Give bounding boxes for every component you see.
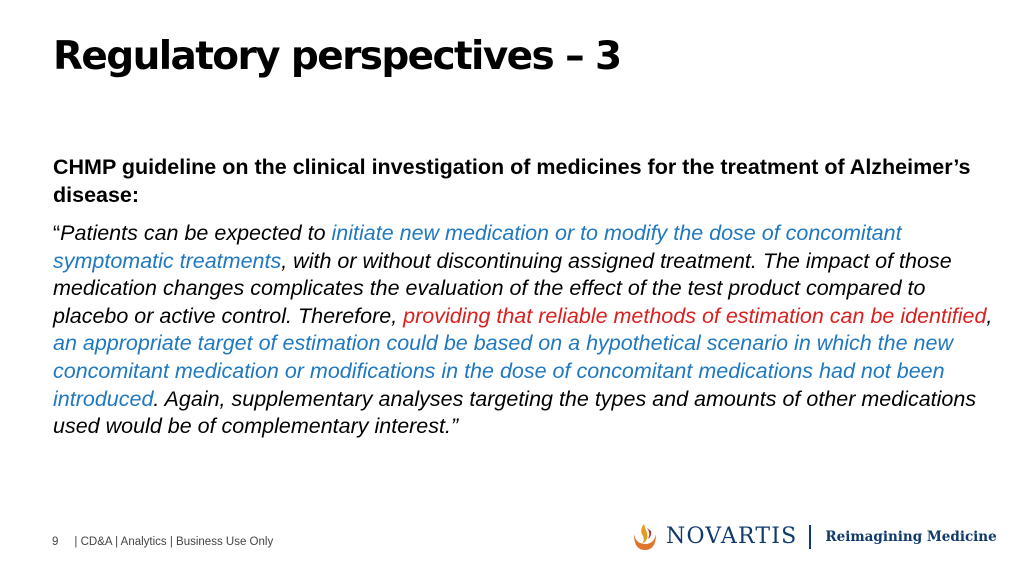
novartis-flame-icon (630, 522, 660, 552)
footer-label: | CD&A | Analytics | Business Use Only (74, 536, 274, 548)
novartis-logo (630, 520, 997, 554)
quote-open-mark: “ (53, 221, 61, 245)
novartis-wordmark: NOVARTIS (666, 524, 798, 549)
slide-title: Regulatory perspectives – 3 (53, 34, 621, 79)
guideline-heading: CHMP guideline on the clinical investigation of medicines for the treatment of Alzheimer’s disease: (53, 155, 971, 207)
guideline-quote (53, 220, 993, 441)
quote-text-2: , with or without discontinuing assigned treatment. The impact of those medication changes complicates the evaluation of the effect of the test product compared to placebo or active control. Therefore, (53, 248, 952, 328)
slide-footer (52, 536, 273, 548)
quote-close-mark: ” (450, 414, 459, 439)
quote-text-3: , (986, 303, 993, 328)
logo-tagline: Reimagining Medicine (825, 529, 997, 545)
page-number: 9 (52, 536, 59, 548)
quote-highlight-blue-2: an appropriate target of estimation could be based on a hypothetical scenario in which the new concomitant medication or modifications in the dose of concomitant medications had not been introduced (53, 331, 953, 411)
quote-highlight-red: providing that reliable methods of estimation can be identified (403, 303, 987, 328)
logo-divider (809, 525, 811, 549)
quote-text-4: . Again, supplementary analyses targeting the types and amounts of other medications used would be of complementary interest. (53, 386, 977, 439)
quote-highlight-blue-1: initiate new medication or to modify the dose of concomitant symptomatic treatments (53, 221, 902, 273)
quote-text-1: Patients can be expected to (60, 221, 332, 245)
